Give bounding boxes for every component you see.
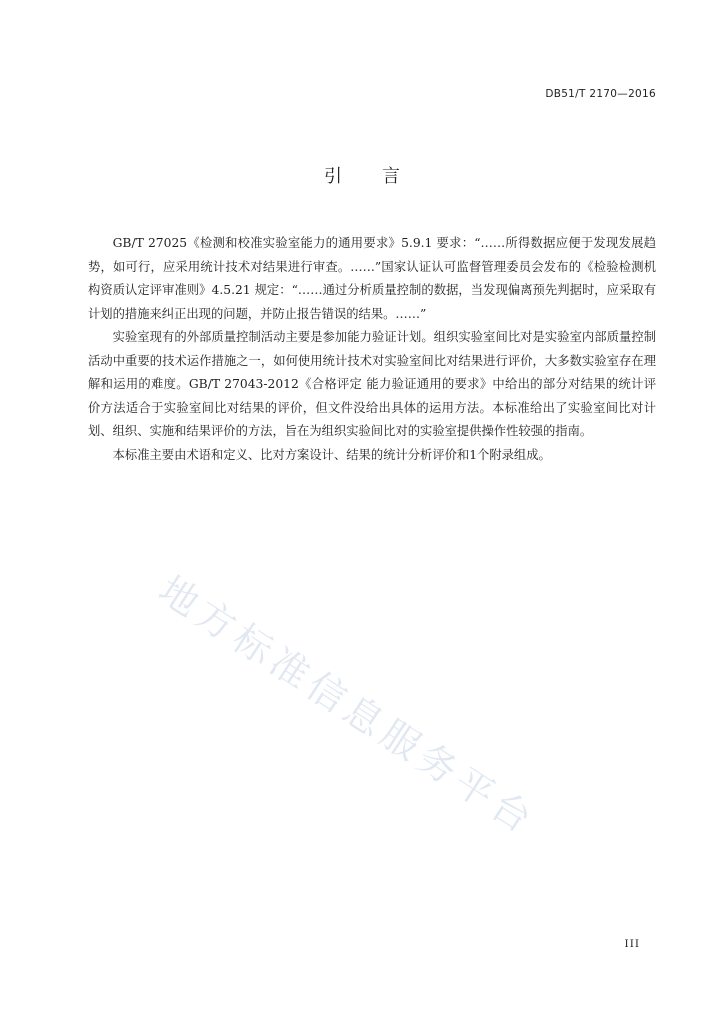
paragraph-requirements: GB/T 27025《检测和校准实验室能力的通用要求》5.9.1 要求：“……所得数据应便于发现发展趋势，如可行，应采用统计技术对结果进行审查。……”国家认证认可监督管理委员会发布的《检验检测机构资质认定评审准则》4.5.21 规定：“……通过分析质量控制的数据，当发现偏离预先判据时，应采取有计划的措施来纠正出现的问题，并防止报告错误的结果。……”: [88, 236, 656, 321]
section-title-char-1: 引: [324, 166, 342, 187]
paragraph-background: 实验室现有的外部质量控制活动主要是参加能力验证计划。组织实验室间比对是实验室内部质量控制活动中重要的技术运作措施之一，如何使用统计技术对实验室间比对结果进行评价，大多数实验室存在理解和运用的难度。GB/T 27043-2012《合格评定 能力验证通用的要求》中给出的部分对结果的统计评价方法适合于实验室间比对结果的评价，但文件没给出具体的运用方法。本标准给出了实验室间比对计划、组织、实施和结果评价的方法，旨在为组织实验间比对的实验室提供操作性较强的指南。: [88, 330, 656, 438]
page-number: III: [624, 938, 640, 950]
section-title-char-2: 言: [382, 166, 400, 187]
section-title: [0, 162, 724, 188]
watermark-text: 地方标准信息服务平台: [151, 567, 545, 845]
introduction-body: [88, 232, 656, 467]
standard-code: DB51/T 2170—2016: [545, 88, 656, 100]
paragraph-structure: 本标准主要由术语和定义、比对方案设计、结果的统计分析评价和1个附录组成。: [112, 447, 551, 462]
